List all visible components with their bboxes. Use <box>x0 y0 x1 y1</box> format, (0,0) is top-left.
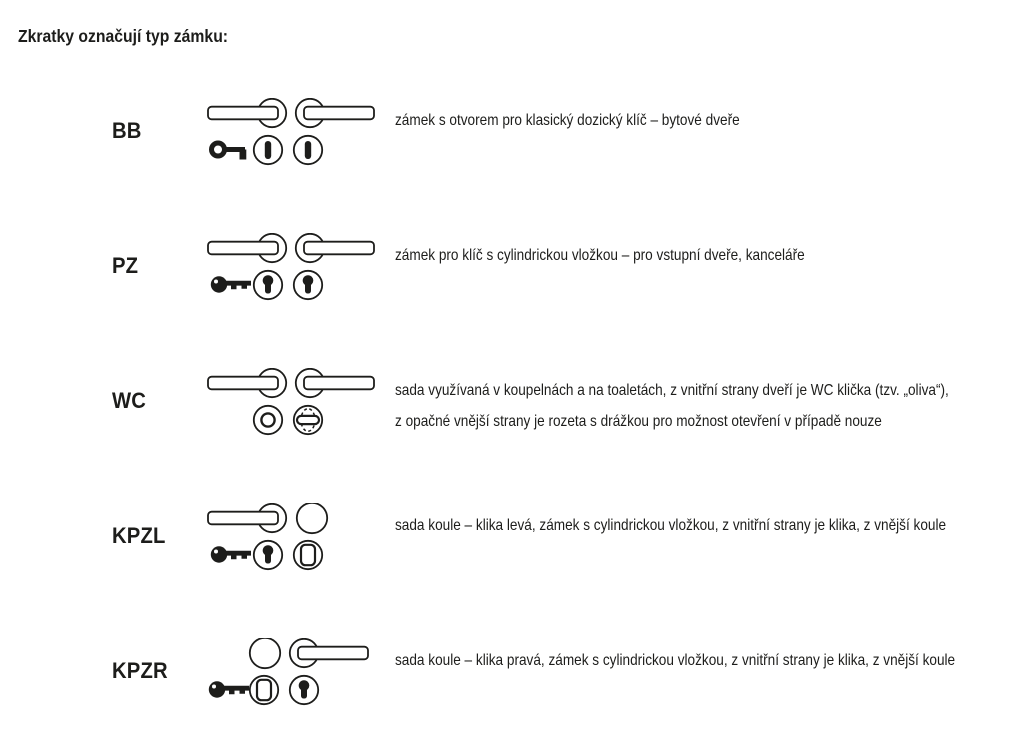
cylinder-keyhole-rosette-icon <box>294 271 322 299</box>
blind-rosette-icon <box>294 541 322 569</box>
cylinder-key-icon <box>209 681 249 697</box>
lock-code-bb: BB <box>112 118 142 143</box>
lock-description-kpzl <box>395 510 990 541</box>
lever-handle-left-icon <box>208 369 286 397</box>
lock-type-row-pz <box>0 233 1011 308</box>
lock-type-row-kpzl <box>0 503 1011 578</box>
wc-thumbturn-rosette-icon <box>294 406 322 434</box>
description-line: zámek pro klíč s cylindrickou vložkou – pro vstupní dveře, kanceláře <box>395 247 805 264</box>
lock-description-bb <box>395 105 990 136</box>
lock-description-pz <box>395 240 990 271</box>
bb-keyhole-rosette-icon <box>254 136 282 164</box>
lock-type-row-bb <box>0 98 1011 173</box>
knob-icon <box>297 503 327 533</box>
wc-hardware-icon <box>205 368 395 440</box>
bb-hardware-icon <box>205 98 395 170</box>
description-line: z opačné vnější strany je rozeta s drážkou pro možnost otevření v případě nouze <box>395 413 882 430</box>
lock-code-pz: PZ <box>112 253 139 278</box>
lever-handle-right-icon <box>296 234 374 262</box>
description-line: zámek s otvorem pro klasický dozický klíč – bytové dveře <box>395 112 740 129</box>
page-title: Zkratky označují typ zámku: <box>18 26 229 46</box>
lock-type-row-kpzr <box>0 638 1011 713</box>
lock-code-kpzl: KPZL <box>112 523 166 548</box>
lock-code-kpzr: KPZR <box>112 658 168 683</box>
lever-handle-left-icon <box>208 504 286 532</box>
cylinder-key-icon <box>211 546 251 562</box>
cylinder-keyhole-rosette-icon <box>290 676 318 704</box>
pz-hardware-icon <box>205 233 395 305</box>
cylinder-keyhole-rosette-icon <box>254 271 282 299</box>
lever-handle-left-icon <box>208 99 286 127</box>
description-line: sada koule – klika pravá, zámek s cylindrickou vložkou, z vnitřní strany je klika, z vnější koule <box>395 652 956 669</box>
description-line: sada využívaná v koupelnách a na toaletách, z vnitřní strany dveří je WC klička (tzv. „oliva“), <box>395 382 949 399</box>
description-line: sada koule – klika levá, zámek s cylindrickou vložkou, z vnitřní strany je klika, z vnější koule <box>395 517 947 534</box>
knob-icon <box>250 638 280 668</box>
bb-keyhole-rosette-icon <box>294 136 322 164</box>
cylinder-key-icon <box>211 276 251 292</box>
bit-key-icon <box>212 143 247 160</box>
kpzr-hardware-icon <box>205 638 395 710</box>
blind-rosette-icon <box>250 676 278 704</box>
lever-handle-right-icon <box>296 369 374 397</box>
lever-handle-right-icon <box>290 639 368 667</box>
lock-description-wc <box>395 375 990 437</box>
grooved-rosette-icon <box>254 406 282 434</box>
cylinder-keyhole-rosette-icon <box>254 541 282 569</box>
lock-code-wc: WC <box>112 388 147 413</box>
lock-type-row-wc <box>0 368 1011 443</box>
kpzl-hardware-icon <box>205 503 395 575</box>
lever-handle-left-icon <box>208 234 286 262</box>
lock-description-kpzr <box>395 645 990 676</box>
lever-handle-right-icon <box>296 99 374 127</box>
